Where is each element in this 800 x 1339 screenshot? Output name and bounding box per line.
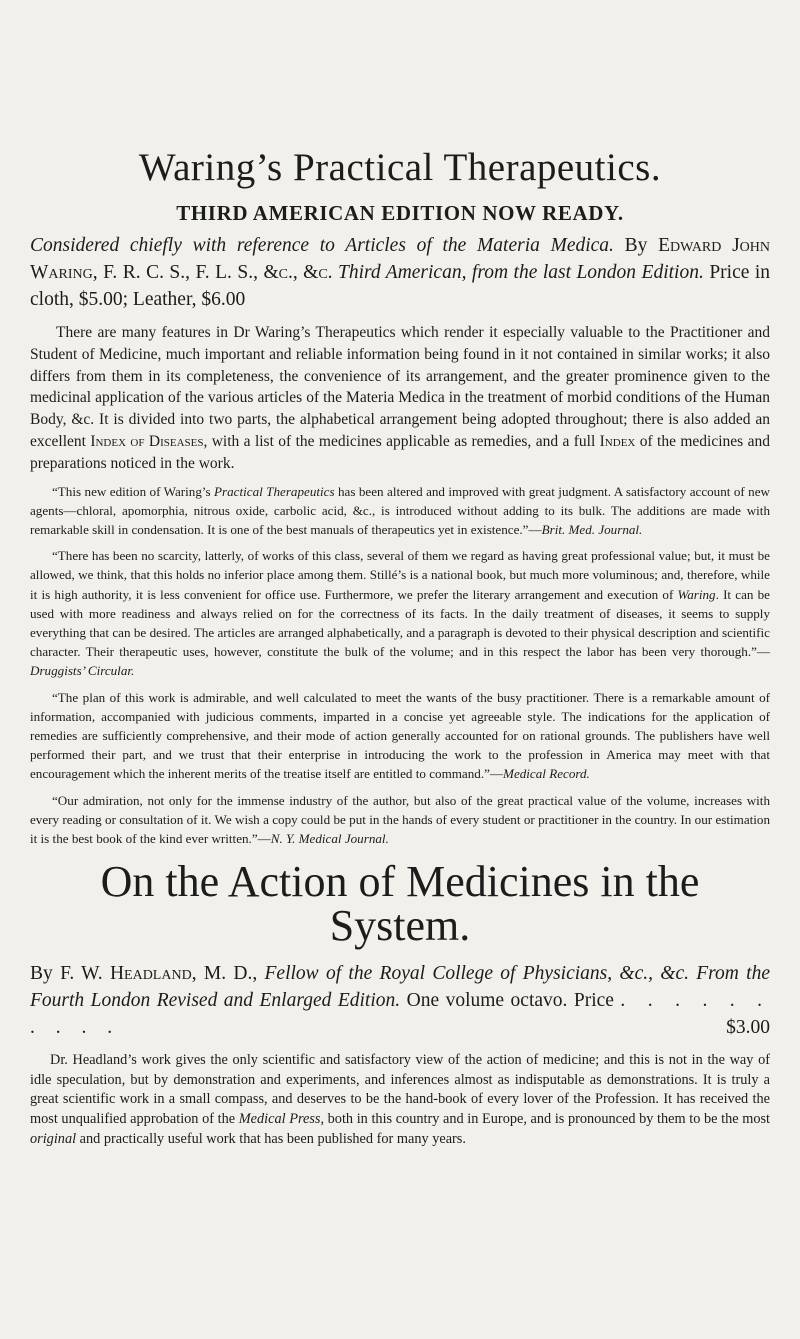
waring-author: Edward John Waring, F. R. C. S., F. L. S., &c., &c. [30, 235, 771, 283]
original-word: original [30, 1130, 77, 1147]
review-medical-record: “The plan of this work is admirable, and well calculated to meet the wants of the busy practitioner. There is a remarkable amount of information, accompanied with judicious comments, imparted in a concise yet agreeable style. The indications for the application of remedies are sufficiently comprehensive, and their mode of action generally accounted for on rational grounds. The publishers have well performed their part, and we trust that their enterprise in introducing the work to the profession in America may meet with that encouragement which the inherent merits of the treatise itself are entitled to command.”—Medical Record. [30, 689, 770, 782]
review-source: Brit. Med. Journal. [541, 521, 643, 537]
waring-intro: There are many features in Dr Waring’s Therapeutics which render it especially valuable to the Practitioner and Student of Medicine, much important and reliable information being found in it not contained in similar works; it also differs from them in its completeness, the convenience of its arrangement, and the greater prominence given to the medicinal application of the various articles of the Materia Medica in the treatment of morbid conditions of the Human Body, &c. It is divided into two parts, the alphabetical arrangement being adopted throughout; there is also added an excellent Index of Diseases, with a list of the medicines applicable as remedies, and a full Index of the medicines and preparations noticed in the work. [30, 324, 770, 472]
medical-press: Medical Press [238, 1111, 321, 1128]
headland-credentials: Fellow of the Royal College of Physicians, &c., &c. From the Fourth London Revised and Enlarged Edition. [30, 963, 770, 1012]
waring-prices: Price in cloth, $5.00; Leather, $6.00 [30, 262, 771, 310]
headland-description [30, 960, 770, 1041]
index-of-diseases: Index of Diseases [90, 432, 204, 450]
headland-author: F. W. Headland, M. D., [60, 963, 258, 985]
headland-body: Dr. Headland’s work gives the only scientific and satisfactory view of the action of medicine; and this is not in the way of idle speculation, but by demonstration and experiments, and inferences almost as indisputable as demonstrations. It is truly a great scientific work in a small compass, and deserves to be the hand-book of every lover of the Profession. It has received the most unqualified approbation of the Medical Press, both in this country and in Europe, and is pronounced by them to be the most original and practically useful work that has been published for many years. [30, 1052, 771, 1147]
review-druggists: “There has been no scarcity, latterly, of works of this class, several of them we regard as having great professional value; but, it must be allowed, we think, that this holds no inferior place among them. Stillé’s is a national book, but much more voluminous; and, therefore, while it is high authority, it is less convenient for office use. Furthermore, we prefer the literary arrangement and execution of Waring. It can be used with more readiness and always relied on for the correctness of its facts. In the daily treatment of diseases, it seems to supply everything that can be desired. The articles are arranged alphabetically, and a paragraph is devoted to their physical description and scientific character. Their therapeutic uses, however, constitute the bulk of the volume; and in this respect the labor has been very thorough.”—Druggists’ Circular. [30, 548, 770, 679]
waring-description [30, 232, 770, 313]
by-text: By [624, 235, 648, 256]
review-source: Medical Record. [503, 766, 590, 782]
by-text: By [30, 963, 53, 985]
waring-edition: Third American, from the last London Edition. [338, 262, 704, 283]
considered-text: Considered chiefly with reference to Articles of the Materia Medica. [30, 235, 614, 256]
index-label: Index [599, 432, 636, 450]
review-source: N. Y. Medical Journal. [270, 831, 389, 847]
headland-title: On the Action of Medicines in the System. [100, 857, 700, 951]
review-brit-med: “This new edition of Waring’s Practical Therapeutics has been altered and improved with great judgment. A satisfactory account of new agents—chloral, apomorphia, nitrous oxide, carbolic acid, &c., is introduced without adding to its bulk. The additions are made with remarkable skill in condensation. It is one of the best manuals of therapeutics yet in existence.”—Brit. Med. Journal. [30, 483, 770, 537]
review-source: Druggists’ Circular. [30, 663, 135, 679]
headland-format: One volume octavo. Price [406, 990, 614, 1012]
review-ny-medical: “Our admiration, not only for the immense industry of the author, but also of the great practical value of the volume, increases with every reading or consultation of it. We wish a copy could be put in the hands of every student or practitioner in the country. In our estimation it is the best book of the kind ever written.”—N. Y. Medical Journal. [30, 792, 770, 847]
edition-notice: THIRD AMERICAN EDITION NOW READY. [176, 201, 624, 225]
price-leader: . . . . . . . . . . [30, 990, 771, 1039]
headland-price: $3.00 [726, 1017, 770, 1039]
waring-title: Waring’s Practical Therapeutics. [138, 146, 662, 189]
